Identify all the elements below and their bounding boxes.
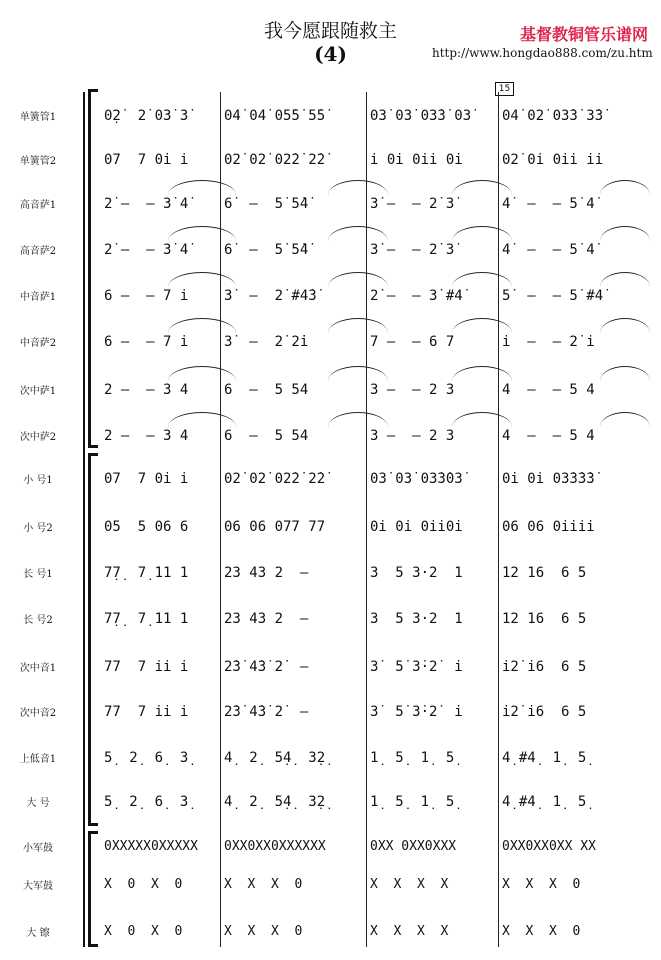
measure: 1̣ 5̣ 1̣ 5̣ <box>370 750 455 766</box>
instrument-label: 高音萨2 <box>19 246 57 257</box>
measure: 02̇ 0i 0ii ii <box>502 152 604 168</box>
slur <box>600 180 650 195</box>
measure: 23 43 2 – <box>224 565 309 581</box>
measure: 12 16 6 5 <box>502 611 587 627</box>
measure: 02̇ 02̇ 02̇2̇ 2̇2̇ <box>224 152 326 168</box>
slur <box>168 366 236 381</box>
measure: 04̇ 02̇ 03̇3̇ 3̇3̇ <box>502 108 604 124</box>
measure: 12 16 6 5 <box>502 565 587 581</box>
measure: 06 06 077 77 <box>224 519 326 535</box>
measure: 0i 0i 03̇3̇3̇3̇ <box>502 471 595 487</box>
measure: 2̇3̇ 4̇3̇ 2̇ – <box>224 704 309 720</box>
measure: 7̣7̣ 7̣ 11 1 <box>104 565 189 581</box>
score-subtitle: (4) <box>314 42 347 66</box>
measure: i2̇ i6 6 5 <box>502 659 587 675</box>
slur <box>328 180 388 195</box>
measure: 2̇ – – 3̇ 4̇ <box>104 196 189 212</box>
system-line <box>83 92 85 947</box>
slur <box>452 272 512 287</box>
measure: 6 – 5 54 <box>224 382 309 398</box>
bracket-tick <box>88 944 98 947</box>
measure: X X X 0 <box>502 877 581 892</box>
measure: 0XX 0XX0XXX <box>370 839 457 854</box>
measure: 23 43 2 – <box>224 611 309 627</box>
group-bracket <box>88 92 91 448</box>
slur <box>600 272 650 287</box>
instrument-label: 中音萨1 <box>19 292 57 303</box>
slur <box>328 226 388 241</box>
measure: 3 5 3·2 1 <box>370 611 463 627</box>
measure: 03̇ 03̇ 03̇3̇03̇ <box>370 471 463 487</box>
slur <box>168 318 236 333</box>
measure: 05 5 06 6 <box>104 519 189 535</box>
measure: 4̣ 2̣ 5̣4̣ 3̣2̣ <box>224 794 326 810</box>
instrument-label: 小军鼓 <box>23 843 53 854</box>
instrument-label: 小 号1 <box>23 475 53 486</box>
measure: 1̣ 5̣ 1̣ 5̣ <box>370 794 455 810</box>
instrument-label: 大 号 <box>26 798 50 809</box>
measure: 7 – – 6 7 <box>370 334 455 350</box>
measure: X X X X <box>370 877 449 892</box>
slur <box>328 318 388 333</box>
instrument-label: 次中音1 <box>19 663 57 674</box>
measure: 5̇ – – 5̇ #4̇ <box>502 288 604 304</box>
slur <box>600 318 650 333</box>
instrument-label: 中音萨2 <box>19 338 57 349</box>
measure: 2 – – 3 4 <box>104 428 189 444</box>
instrument-label: 长 号1 <box>23 569 53 580</box>
measure: 5̣ 2̣ 6̣ 3̣ <box>104 750 189 766</box>
measure: 6 – – 7 i <box>104 288 189 304</box>
score-title: 我今愿跟随救主 <box>263 20 397 42</box>
measure: 0̣2̇ 2̇ 03̇ 3̇ <box>104 108 189 124</box>
measure: 6 – – 7 i <box>104 334 189 350</box>
site-name: 基督教铜管乐谱网 <box>520 25 649 44</box>
instrument-label: 上低音1 <box>19 754 57 765</box>
slur <box>168 412 236 427</box>
measure: 04̇ 04̇ 05̇5̇ 5̇5̇ <box>224 108 326 124</box>
measure: 0XX0XX0XXXXXX <box>224 839 326 854</box>
measure: 2̇ – – 3̇ 4̇ <box>104 242 189 258</box>
measure: 7̣7̣ 7̣ 11 1 <box>104 611 189 627</box>
measure: 2̇ – – 3̇ #4̇ <box>370 288 463 304</box>
measure: X 0 X 0 <box>104 877 183 892</box>
bracket-tick <box>88 823 98 826</box>
measure: 4̇ – – 5̇ 4̇ <box>502 242 595 258</box>
group-bracket <box>88 834 91 947</box>
measure: 4 – – 5 4 <box>502 428 595 444</box>
measure: 2̇3̇ 4̇3̇ 2̇ – <box>224 659 309 675</box>
slur <box>328 272 388 287</box>
measure: 4̣ 2̣ 5̣4̣ 3̣2̣ <box>224 750 326 766</box>
measure: 3̇ – 2̇ #4̇3̇ <box>224 288 317 304</box>
instrument-label: 大 镲 <box>26 928 50 939</box>
barline <box>366 92 367 947</box>
slur <box>328 412 388 427</box>
barline <box>498 92 499 947</box>
measure: 6̇ – 5̇ 5̇4̇ <box>224 242 309 258</box>
measure: 3 5 3·2 1 <box>370 565 463 581</box>
measure: 77 7 ii i <box>104 704 189 720</box>
measure: 4̣ #4̣ 1̣ 5̣ <box>502 794 587 810</box>
measure: 3̇ 5̇ 3̇·2̇ i <box>370 659 463 675</box>
bracket-tick <box>88 453 98 456</box>
measure: 6 – 5 54 <box>224 428 309 444</box>
slur <box>168 272 236 287</box>
measure: 3̇ 5̇ 3̇·2̇ i <box>370 704 463 720</box>
measure: 0XX0XX0XX XX <box>502 839 596 854</box>
measure: X 0 X 0 <box>104 924 183 939</box>
measure: 4̣ #4̣ 1̣ 5̣ <box>502 750 587 766</box>
measure: 06 06 0iiii <box>502 519 595 535</box>
instrument-label: 高音萨1 <box>19 200 57 211</box>
measure: i 0i 0ii 0i <box>370 152 463 168</box>
measure: 07 7 0i i <box>104 471 189 487</box>
measure: X X X 0 <box>224 877 303 892</box>
measure: 0XXXXX0XXXXX <box>104 839 198 854</box>
measure: 3 – – 2 3 <box>370 428 455 444</box>
instrument-label: 单簧管1 <box>19 112 57 123</box>
instrument-label: 次中音2 <box>19 708 57 719</box>
measure: 03̇ 03̇ 03̇3̇ 03̇ <box>370 108 472 124</box>
measure: 07 7 0i i <box>104 152 189 168</box>
measure: 77 7 ii i <box>104 659 189 675</box>
measure: 5̣ 2̣ 6̣ 3̣ <box>104 794 189 810</box>
slur <box>600 226 650 241</box>
instrument-label: 长 号2 <box>23 615 53 626</box>
slur <box>600 366 650 381</box>
slur <box>452 226 512 241</box>
measure: 6̇ – 5̇ 5̇4̇ <box>224 196 309 212</box>
measure: 4 – – 5 4 <box>502 382 595 398</box>
instrument-label: 单簧管2 <box>19 156 57 167</box>
slur <box>168 180 236 195</box>
instrument-label: 小 号2 <box>23 523 53 534</box>
bracket-tick <box>88 89 98 92</box>
barline <box>220 92 221 947</box>
measure: 0i 0i 0ii0i <box>370 519 463 535</box>
measure: X X X 0 <box>502 924 581 939</box>
site-url: http://www.hongdao888.com/zu.htm <box>432 46 653 60</box>
measure: X X X 0 <box>224 924 303 939</box>
measure: 02̇ 02̇ 02̇2̇ 2̇2̇ <box>224 471 326 487</box>
instrument-label: 大军鼓 <box>23 881 53 892</box>
bracket-tick <box>88 831 98 834</box>
slur <box>328 366 388 381</box>
measure: i – – 2̇ i <box>502 334 595 350</box>
rehearsal-mark: 15 <box>495 82 514 96</box>
slur <box>168 226 236 241</box>
instrument-label: 次中萨1 <box>19 386 57 397</box>
measure: 3̇ – – 2̇ 3̇ <box>370 196 455 212</box>
measure: 2 – – 3 4 <box>104 382 189 398</box>
bracket-tick <box>88 445 98 448</box>
instrument-label: 次中萨2 <box>19 432 57 443</box>
measure: 3 – – 2 3 <box>370 382 455 398</box>
measure: 4̇ – – 5̇ 4̇ <box>502 196 595 212</box>
measure: 3̇ – – 2̇ 3̇ <box>370 242 455 258</box>
slur <box>600 412 650 427</box>
measure: X X X X <box>370 924 449 939</box>
slur <box>452 180 512 195</box>
slur <box>452 318 512 333</box>
slur <box>452 366 512 381</box>
group-bracket <box>88 456 91 826</box>
measure: i2̇ i6 6 5 <box>502 704 587 720</box>
slur <box>452 412 512 427</box>
measure: 3̇ – 2̇ 2̇i <box>224 334 309 350</box>
